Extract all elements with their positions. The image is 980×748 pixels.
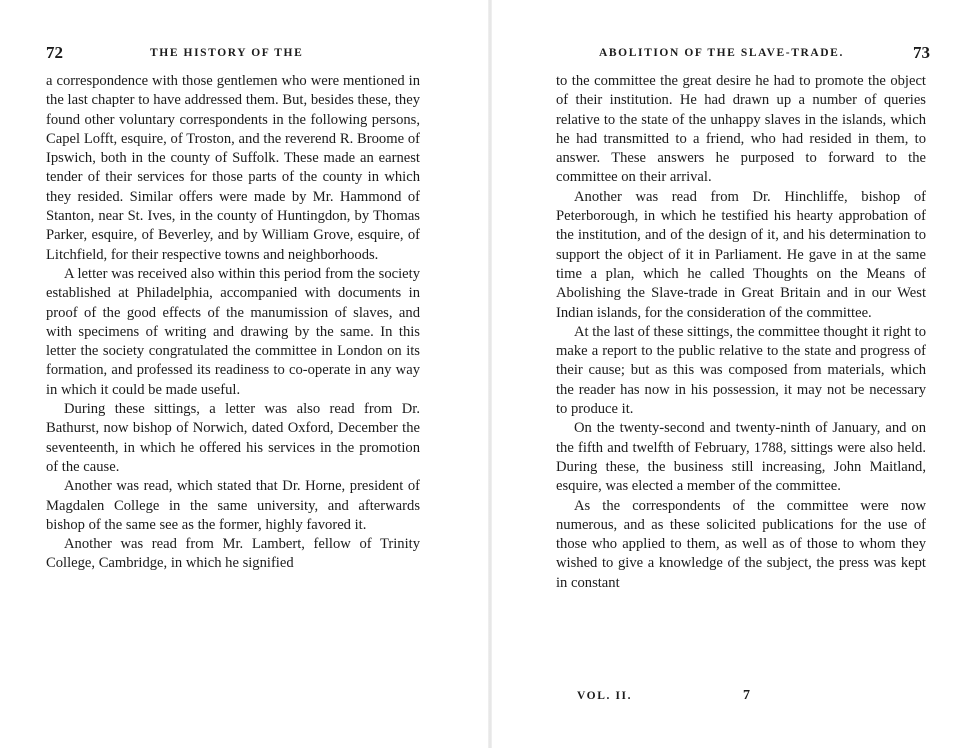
right-page <box>490 0 980 748</box>
right-paragraph-2: Another was read from Dr. Hinchliffe, bishop of Peterborough, in which he testified his hearty approbation of the institution, and of the design of it, and his determination to support the object of it in Parliament. He gave in at the same time a plan, which he called Thoughts on the Means of Abolishing the Slave-trade in Great Britain and in our West Indian islands, for the consideration of the committee. <box>556 188 926 321</box>
left-running-head <box>46 41 420 65</box>
signature-line <box>577 690 827 708</box>
left-paragraph-4: Another was read, which stated that Dr. Horne, president of Magdalen College in the same university, and afterwards bishop of the same see as the former, highly favored it. <box>46 478 420 533</box>
left-page-number: 72 <box>46 43 63 62</box>
left-paragraph-2: A letter was received also within this period from the society established at Philadelphia, accompanied with documents in proof of the good effects of the manumission of slaves, and with specimens of writing and drawing by the same. In this letter the society congratulated the committee in London on its formation, and professed its readiness to co-operate in any way in which it could be made useful. <box>46 265 420 398</box>
left-body-text <box>46 72 420 574</box>
right-running-head-title: ABOLITION OF THE SLAVE-TRADE. <box>599 47 844 59</box>
right-running-head <box>556 41 930 65</box>
right-paragraph-4: On the twenty-second and twenty-ninth of January, and on the fifth and twelfth of February, 1788, sittings were also held. During these, the business still increasing, John Maitland, esquire, was elected a member of the committee. <box>556 420 926 495</box>
left-running-head-title: THE HISTORY OF THE <box>150 47 304 59</box>
signature-volume: VOL. II. <box>577 690 633 702</box>
left-paragraph-1: a correspondence with those gentlemen who were mentioned in the last chapter to have addressed them. But, besides these, they found other voluntary correspondents in the following persons, Capel Lofft, esquire, of Troston, and the reverend R. Broome of Ipswich, both in the county of Suffolk. These made an earnest tender of their services for those parts of the county in which they resided. Similar offers were made by Mr. Hammond of Stanton, near St. Ives, in the county of Huntingdon, by Thomas Parker, esquire, of Beverley, and by William Grove, esquire, of Litchfield, for their respective towns and neighborhoods. <box>46 73 420 263</box>
right-paragraph-3: At the last of these sittings, the committee thought it right to make a report to the public relative to the state and progress of their cause; but as this was composed from materials, which the reader has now in his possession, it may not be necessary to produce it. <box>556 323 926 418</box>
right-paragraph-1: to the committee the great desire he had to promote the object of their institution. He had drawn up a number of queries relative to the state of the unhappy slaves in the islands, which he had transmitted to a friend, who had resided in them, to answer. These answers he purposed to forward to the committee on their arrival. <box>556 73 926 186</box>
left-paragraph-3: During these sittings, a letter was also read from Dr. Bathurst, now bishop of Norwich, dated Oxford, December the seventeenth, in which he offered his services in the promotion of the cause. <box>46 401 420 475</box>
left-paragraph-5: Another was read from Mr. Lambert, fellow of Trinity College, Cambridge, in which he signified <box>46 536 420 572</box>
right-paragraph-5: As the correspondents of the committee were now numerous, and as these solicited publications for the use of those who applied to them, as well as of those to whom they wished to give a knowledge of the subject, the press was kept in constant <box>556 497 926 591</box>
signature-mark: 7 <box>743 688 752 703</box>
right-body-text <box>556 72 926 593</box>
right-page-number: 73 <box>913 43 930 62</box>
